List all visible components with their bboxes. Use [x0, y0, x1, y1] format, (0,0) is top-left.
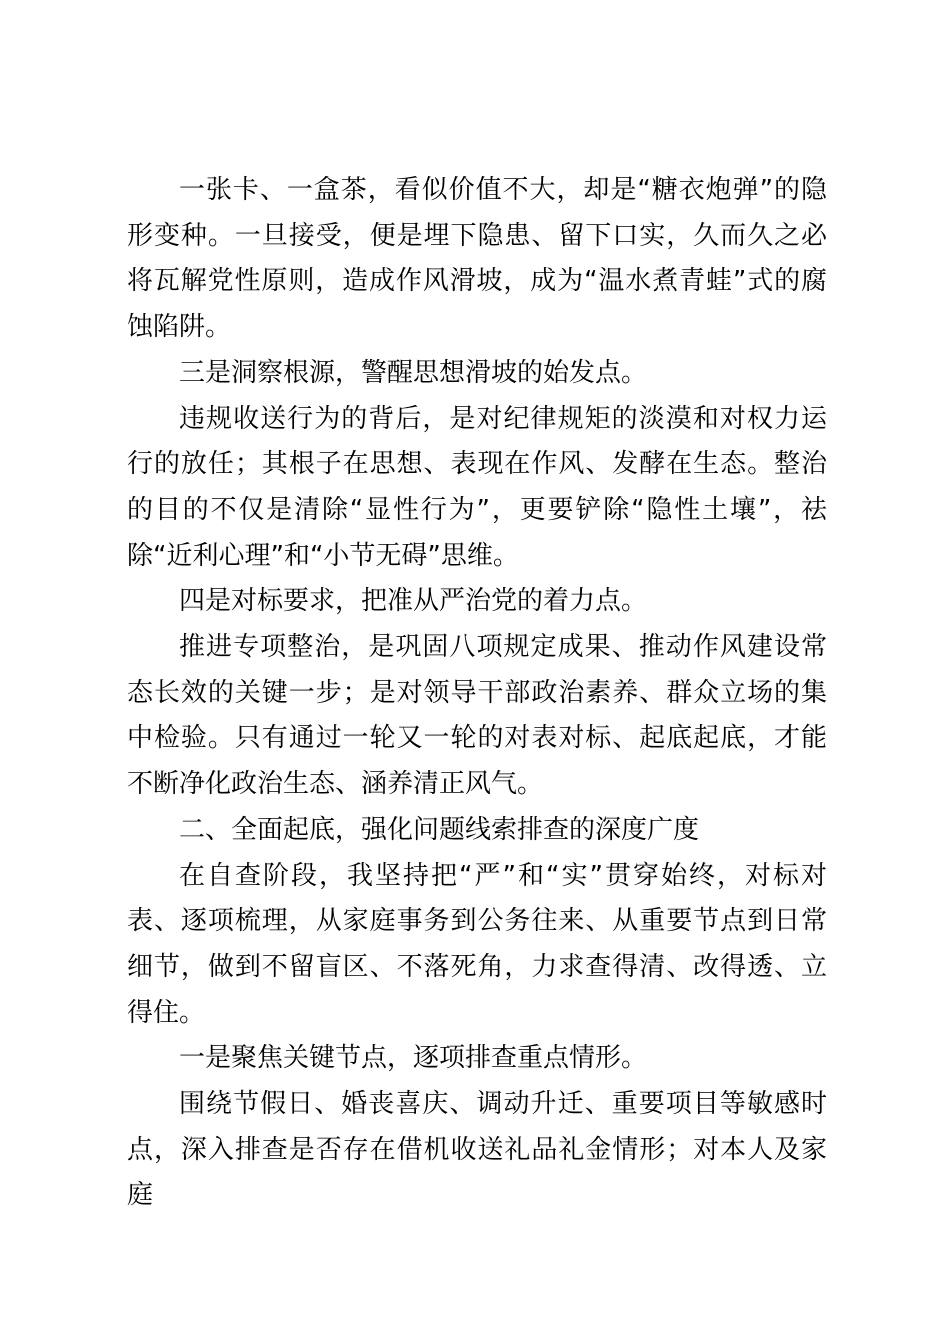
point-four-heading: 四是对标要求，把准从严治党的着力点。 [179, 586, 648, 617]
point-one-heading: 一是聚焦关键节点，逐项排查重点情形。 [179, 1043, 648, 1074]
section-two-heading: 二、全面起底，强化问题线索排查的深度广度 [179, 814, 700, 845]
document-body [127, 168, 827, 1219]
paragraph-key-nodes: 围绕节假日、婚丧喜庆、调动升迁、重要项目等敏感时点，深入排查是否存在借机收送礼品礼金情形；对本人及家庭 [127, 1089, 827, 1211]
paragraph-card-tea: 一张卡、一盒茶，看似价值不大，却是“糖衣炮弹”的隐形变种。一旦接受，便是埋下隐患、留下口实，久而久之必将瓦解党性原则，造成作风滑坡，成为“温水煮青蛙”式的腐蚀陷阱。 [127, 175, 827, 343]
paragraph-rectification: 推进专项整治，是巩固八项规定成果、推动作风建设常态长效的关键一步；是对领导干部政治素养、群众立场的集中检验。只有通过一轮又一轮的对表对标、起底起底，才能不断净化政治生态、涵养清正风气。 [127, 632, 827, 800]
paragraph-root-cause: 违规收送行为的背后，是对纪律规矩的淡漠和对权力运行的放任；其根子在思想、表现在作风、发酵在生态。整治的目的不仅是清除“显性行为”，更要铲除“隐性土壤”，祛除“近利心理”和“小节无碍”思维。 [127, 403, 827, 571]
point-three-heading: 三是洞察根源，警醒思想滑坡的始发点。 [179, 357, 648, 388]
paragraph-self-check: 在自查阶段，我坚持把“严”和“实”贯穿始终，对标对表、逐项梳理，从家庭事务到公务往来、从重要节点到日常细节，做到不留盲区、不落死角，力求查得清、改得透、立得住。 [127, 860, 827, 1028]
